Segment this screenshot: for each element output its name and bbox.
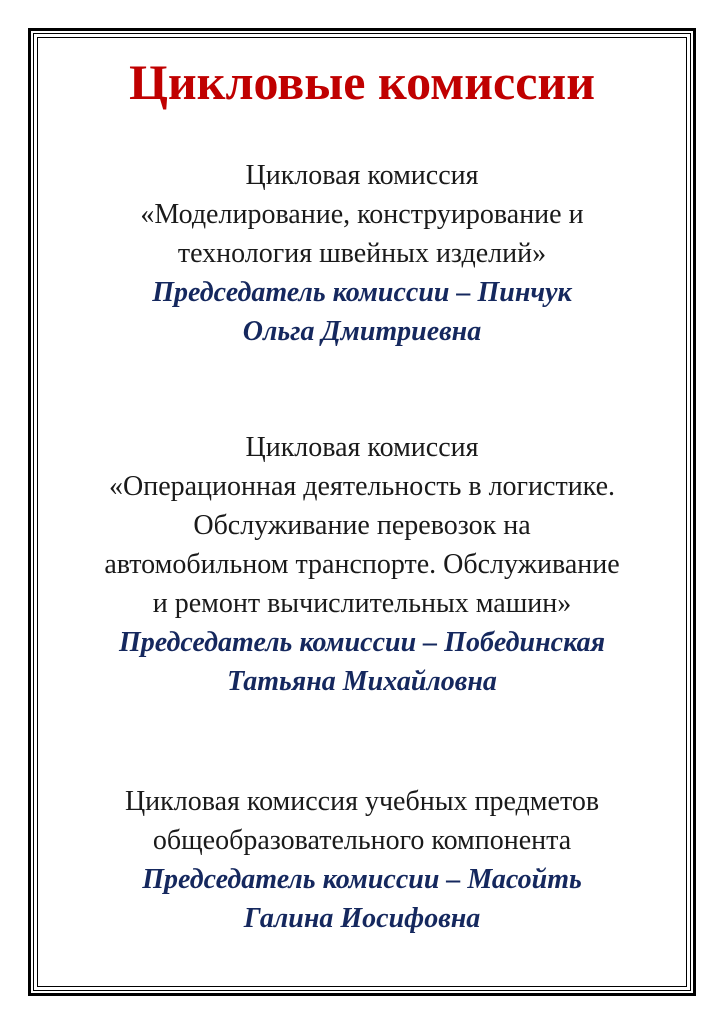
commission-2-chair-line-2: Татьяна Михайловна: [227, 666, 497, 697]
commission-1-chair-line-1: Председатель комиссии – Пинчук: [152, 277, 572, 308]
commission-2-chair-line-1: Председатель комиссии – Побединская: [118, 627, 606, 658]
commission-3-line-2: общеобразовательного компонента: [152, 825, 572, 856]
commission-2-line-2: «Операционная деятельность в логистике.: [108, 471, 616, 502]
document-content: [40, 40, 684, 984]
commission-2-line-1: Цикловая комиссия: [245, 432, 479, 463]
commission-1-line-2: «Моделирование, конструирование и: [140, 199, 584, 230]
page-title: Цикловые комиссии: [128, 54, 596, 110]
commission-2-line-4: автомобильном транспорте. Обслуживание: [104, 549, 620, 580]
commission-1-line-1: Цикловая комиссия: [245, 160, 479, 191]
commission-2-line-5: и ремонт вычислительных машин»: [152, 588, 572, 619]
commission-1-line-3: технология швейных изделий»: [177, 238, 547, 269]
commission-2: [40, 428, 684, 701]
commission-3-chair-line-1: Председатель комиссии – Масойть: [142, 864, 582, 895]
commission-3-line-1: Цикловая комиссия учебных предметов: [124, 786, 600, 817]
commission-3-chair-line-2: Галина Иосифовна: [243, 903, 481, 934]
commission-3: [40, 782, 684, 938]
commission-1: [40, 156, 684, 351]
commission-2-line-3: Обслуживание перевозок на: [193, 510, 531, 541]
commission-1-chair-line-2: Ольга Дмитриевна: [242, 316, 482, 347]
